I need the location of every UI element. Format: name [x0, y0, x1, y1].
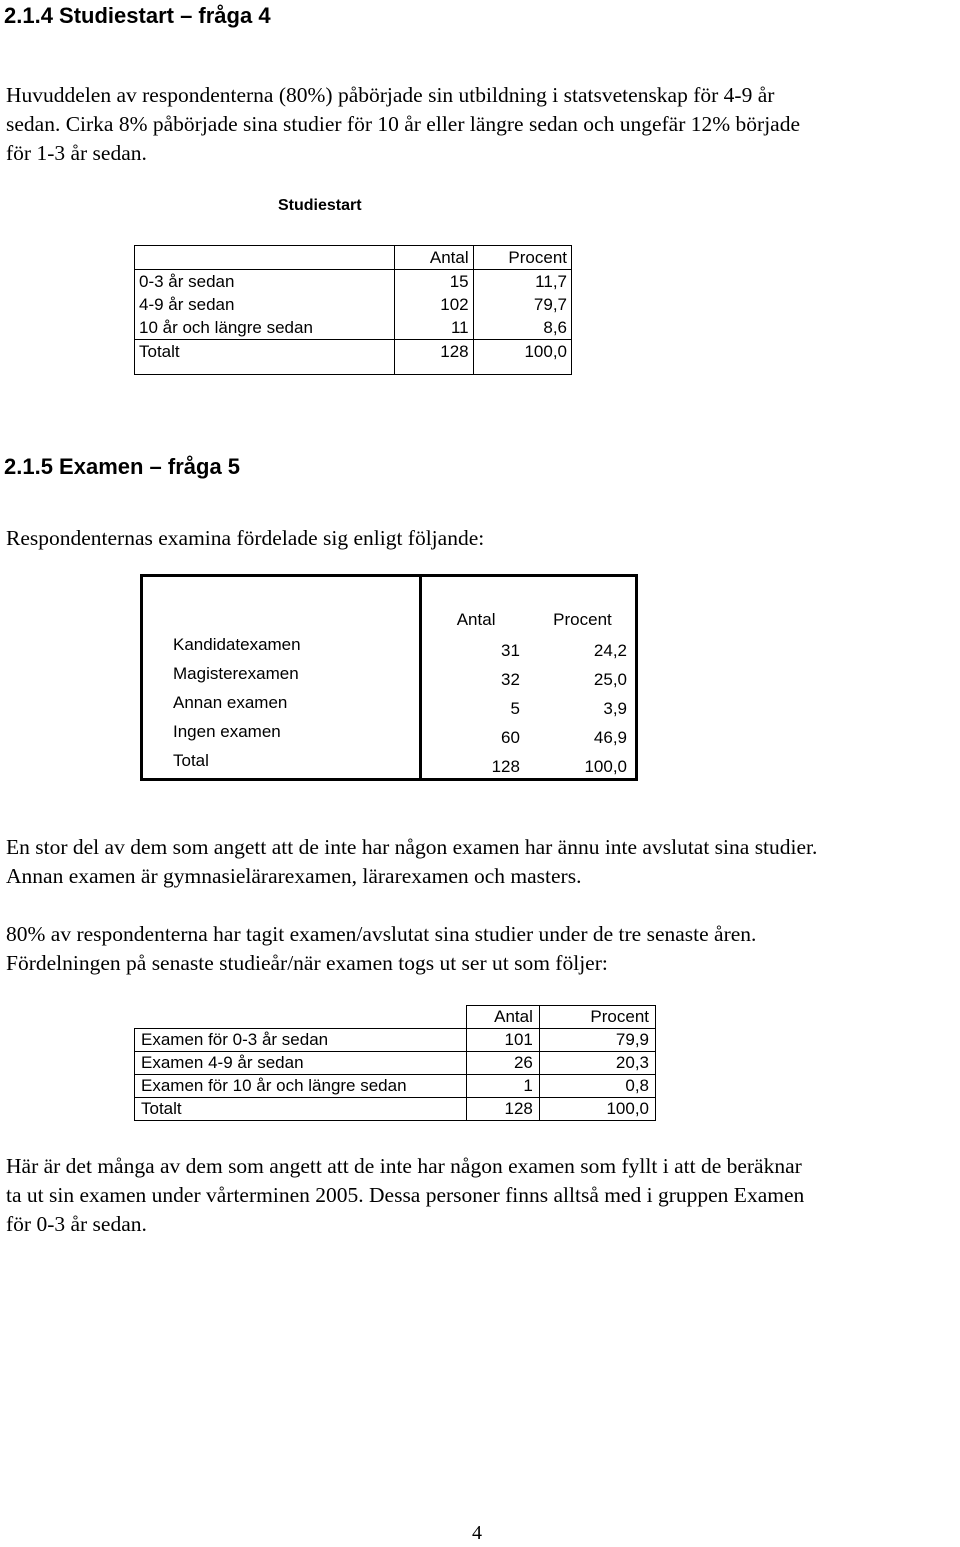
table-row	[142, 633, 637, 662]
table-cell: Examen för 0-3 år sedan	[135, 1029, 467, 1052]
table-cell: 60	[501, 728, 520, 747]
table-cell: 1	[466, 1075, 539, 1098]
paragraph-line: En stor del av dem som angett att de inte har någon examen har ännu inte avslutat sina studier.	[6, 835, 818, 859]
table-cell: 20,3	[539, 1052, 655, 1075]
table-row	[142, 720, 637, 749]
table-cell: 24,2	[593, 641, 627, 660]
table-row	[142, 691, 637, 720]
table-row-total	[142, 749, 637, 780]
table-cell: 4-9 år sedan	[139, 295, 235, 314]
table-header-row	[142, 576, 637, 634]
table-cell: 79,7	[473, 293, 571, 316]
table-header-cell: Procent	[539, 1006, 655, 1029]
table-row-total	[135, 1098, 656, 1121]
table-cell: 46,9	[593, 728, 627, 747]
table-header-cell: Antal	[395, 246, 473, 270]
table-cell: 25,0	[593, 670, 627, 689]
table-row	[135, 270, 572, 294]
table-cell: Annan examen	[142, 691, 421, 720]
table-cell: 11,7	[473, 270, 571, 294]
table-row	[135, 1075, 656, 1098]
table-cell: 0-3 år sedan	[139, 272, 235, 291]
table-cell: 15	[395, 270, 473, 294]
table-row	[135, 1052, 656, 1075]
table-row	[135, 316, 572, 340]
table-cell: Examen för 10 år och längre sedan	[135, 1075, 467, 1098]
table-header-cell	[135, 246, 395, 270]
table-header-row	[135, 246, 572, 270]
paragraph-line: Fördelningen på senaste studieår/när examen togs ut ser ut som följer:	[6, 951, 608, 975]
table-cell: 11	[395, 316, 473, 340]
page-number: 4	[472, 1522, 482, 1544]
table-header-cell: Procent	[473, 246, 571, 270]
table-header-row	[135, 1006, 656, 1029]
table-examen	[140, 574, 638, 781]
paragraph-line: för 1-3 år sedan.	[6, 141, 147, 165]
table-cell: 26	[466, 1052, 539, 1075]
table-cell: 8,6	[473, 316, 571, 340]
table-cell: 128	[395, 340, 473, 375]
table-cell: 101	[466, 1029, 539, 1052]
paragraph-line: för 0-3 år sedan.	[6, 1212, 147, 1236]
paragraph-line: ta ut sin examen under vårterminen 2005. Dessa personer finns alltså med i gruppen Examen	[6, 1183, 805, 1207]
table-cell: Totalt	[135, 1098, 467, 1121]
table-cell: 32	[501, 670, 520, 689]
paragraph-line: Huvuddelen av respondenterna (80%) påbörjade sin utbildning i statsvetenskap för 4-9 år	[6, 83, 775, 107]
table-cell: Examen 4-9 år sedan	[135, 1052, 467, 1075]
table-cell: 100,0	[473, 340, 571, 375]
paragraph-line: Respondenternas examina fördelade sig enligt följande:	[6, 526, 485, 550]
paragraph-line: sedan. Cirka 8% påbörjade sina studier för 10 år eller längre sedan och ungefär 12% började	[6, 112, 800, 136]
table-cell: 102	[395, 293, 473, 316]
table-row-total	[135, 340, 572, 375]
table-cell: 5	[510, 699, 520, 718]
section-heading-studiestart: 2.1.4 Studiestart – fråga 4	[4, 3, 271, 28]
section-heading-examen: 2.1.5 Examen – fråga 5	[4, 454, 241, 479]
table-header-cell	[142, 576, 421, 634]
table-cell: 128	[491, 757, 520, 776]
paragraph-line: Annan examen är gymnasielärarexamen, lärarexamen och masters.	[6, 864, 582, 888]
paragraph-line: Här är det många av dem som angett att de inte har någon examen som fyllt i att de beräknar	[6, 1154, 802, 1178]
table-title-studiestart: Studiestart	[278, 197, 362, 214]
table-row	[135, 1029, 656, 1052]
table-header-cell: Procent	[553, 610, 612, 629]
paragraph-line: 80% av respondenterna har tagit examen/avslutat sina studier under de tre senaste åren.	[6, 922, 757, 946]
table-cell: Kandidatexamen	[142, 633, 421, 662]
table-header-cell: Antal	[456, 610, 496, 629]
table-row	[142, 662, 637, 691]
table-cell: 10 år och längre sedan	[135, 316, 395, 340]
table-cell: 79,9	[539, 1029, 655, 1052]
table-studiestart	[134, 245, 572, 375]
table-cell: Ingen examen	[142, 720, 421, 749]
table-row	[135, 293, 572, 316]
table-cell: 100,0	[539, 1098, 655, 1121]
table-cell: 128	[466, 1098, 539, 1121]
table-cell: Magisterexamen	[142, 662, 421, 691]
table-header-cell	[135, 1006, 467, 1029]
table-header-cell: Antal	[466, 1006, 539, 1029]
table-cell: 31	[501, 641, 520, 660]
table-cell: 0,8	[539, 1075, 655, 1098]
table-cell: 100,0	[584, 757, 627, 776]
table-cell: Totalt	[139, 342, 180, 361]
table-cell: Total	[142, 749, 421, 780]
table-cell: 3,9	[603, 699, 627, 718]
table-examen-year	[134, 1005, 656, 1121]
